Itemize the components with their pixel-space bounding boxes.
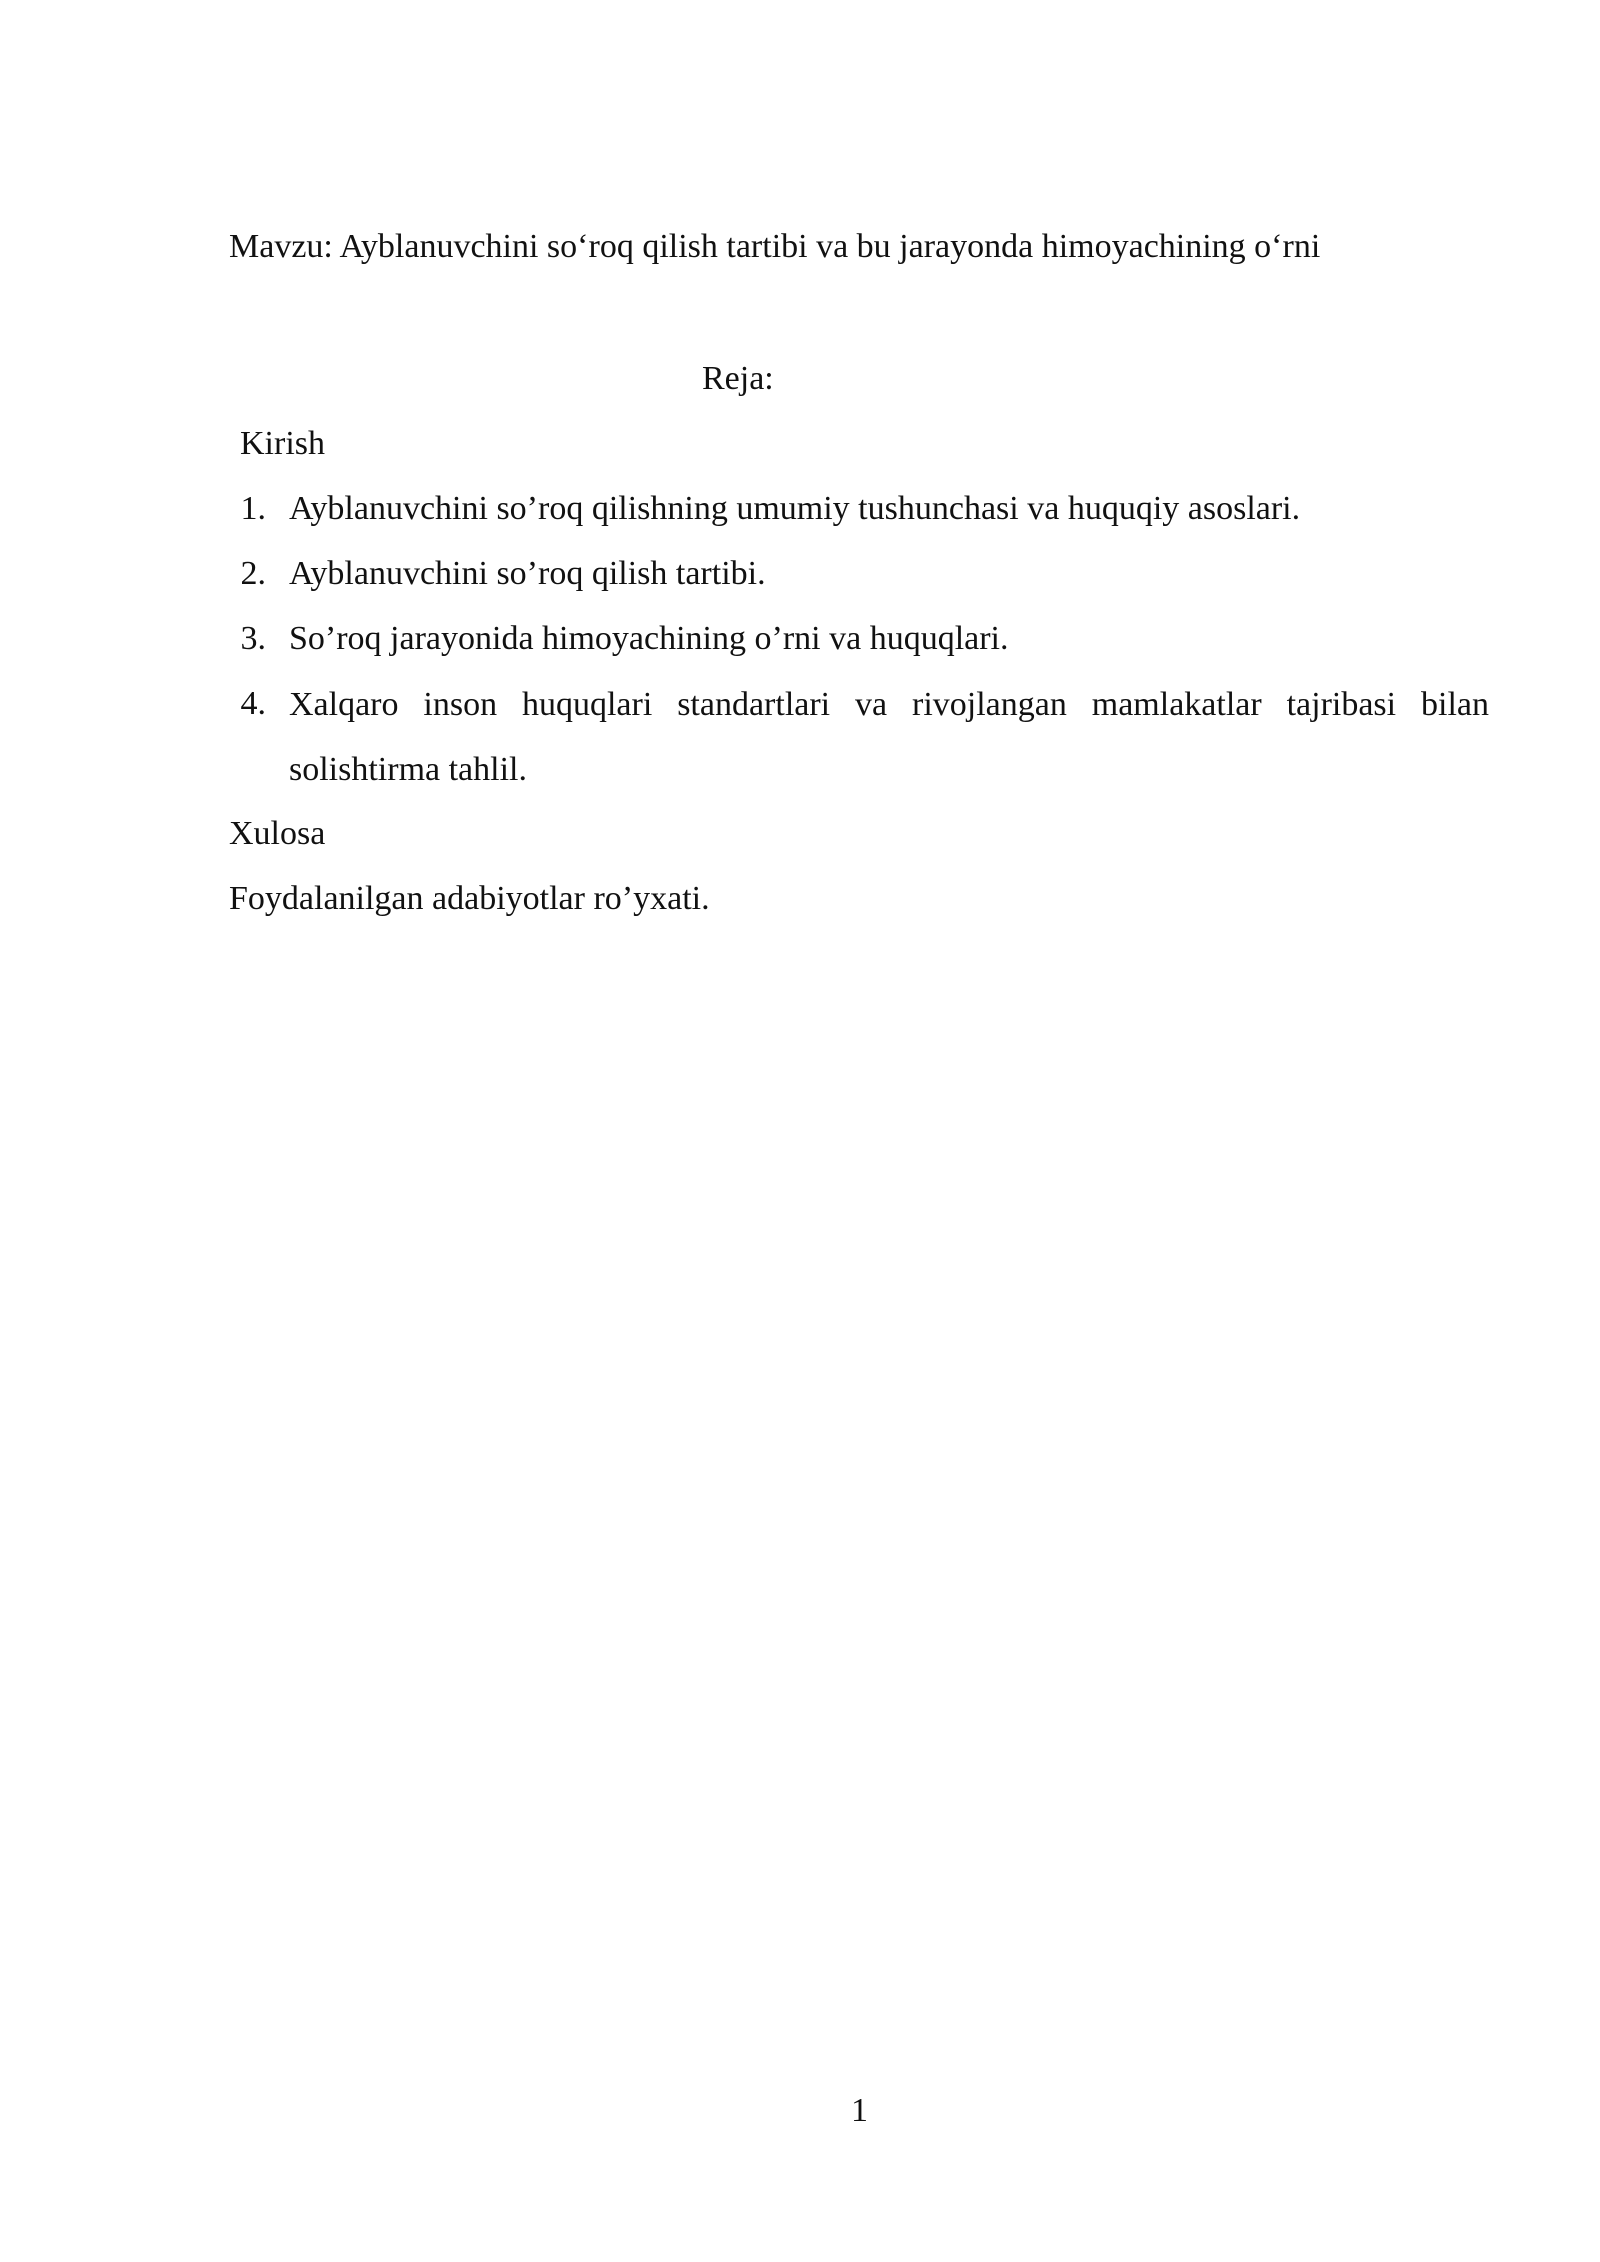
plan-item-text: Ayblanuvchini so’roq qilish tartibi.: [289, 555, 766, 592]
plan-item-text-line: Xalqaro inson huquqlari standartlari va rivojlangan mamlakatlar tajribasi bilan: [289, 686, 1489, 723]
plan-heading: Reja:: [702, 360, 774, 397]
plan-item-number: 2.: [240, 555, 266, 592]
plan-item-conclusion: Xulosa: [229, 815, 326, 852]
plan-item-text-line: solishtirma tahlil.: [289, 751, 527, 788]
plan-item-text: So’roq jarayonida himoyachining o’rni va huquqlari.: [289, 620, 1009, 657]
plan-item-number: 1.: [240, 490, 266, 527]
plan-item-number: 4.: [240, 685, 266, 722]
page-number: 1: [851, 2092, 868, 2129]
plan-item-text: [289, 672, 1489, 802]
plan-item-references: Foydalanilgan adabiyotlar ro’yxati.: [229, 880, 710, 917]
plan-item-intro: Kirish: [240, 425, 325, 462]
plan-item-number: 3.: [240, 620, 266, 657]
document-title: Mavzu: Ayblanuvchini so‘roq qilish tartibi va bu jarayonda himoyachining o‘rni: [229, 228, 1321, 265]
plan-item-text: Ayblanuvchini so’roq qilishning umumiy tushunchasi va huquqiy asoslari.: [289, 490, 1301, 527]
